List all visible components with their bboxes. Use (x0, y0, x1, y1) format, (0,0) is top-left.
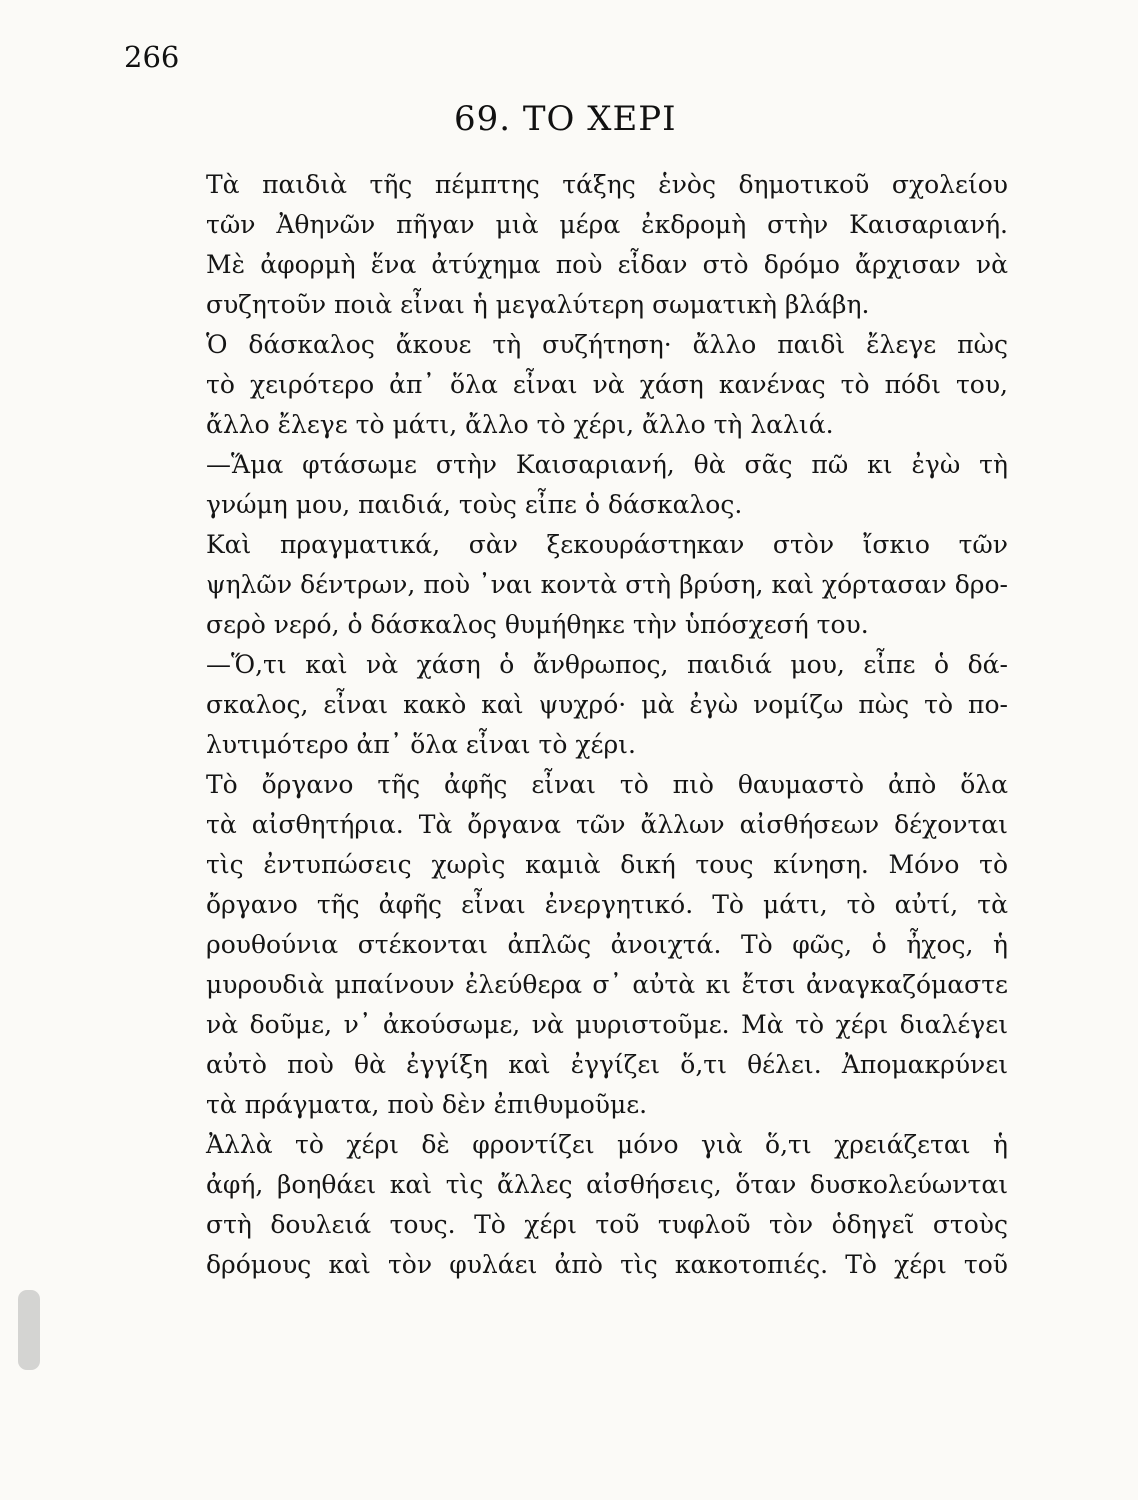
text-line: ὄργανο τῆς ἀφῆς εἶναι ἐνεργητικό. Τὸ μάτι, τὸ αὐτί, τὰ (206, 890, 1008, 919)
text-line: Τὰ παιδιὰ τῆς πέμπτης τάξης ἑνὸς δημοτικοῦ σχολείου (206, 170, 1008, 199)
page-edge-mark (18, 1290, 40, 1370)
text-line: τῶν Ἀθηνῶν πῆγαν μιὰ μέρα ἐκδρομὴ στὴν Καισαριανή. (206, 210, 1008, 239)
text-line: νὰ δοῦμε, ν᾽ ἀκούσωμε, νὰ μυριστοῦμε. Μὰ τὸ χέρι διαλέγει (206, 1010, 1008, 1039)
text-line: γνώμη μου, παιδιά, τοὺς εἶπε ὁ δάσκαλος. (206, 490, 743, 519)
paragraph (140, 445, 1008, 525)
text-line: —Ὅ,τι καὶ νὰ χάση ὁ ἄνθρωπος, παιδιά μου, εἶπε ὁ δά- (206, 650, 1008, 679)
text-line: στὴ δουλειά τους. Τὸ χέρι τοῦ τυφλοῦ τὸν ὁδηγεῖ στοὺς (206, 1210, 1008, 1239)
text-line: τὰ αἰσθητήρια. Τὰ ὄργανα τῶν ἄλλων αἰσθήσεων δέχονται (206, 810, 1008, 839)
text-line: λυτιμότερο ἀπ᾽ ὅλα εἶναι τὸ χέρι. (206, 730, 636, 759)
text-line: μυρουδιὰ μπαίνουν ἐλεύθερα σ᾽ αὐτὰ κι ἔτσι ἀναγκαζόμαστε (206, 970, 1008, 999)
paragraph (140, 645, 1008, 765)
paragraph (140, 165, 1008, 325)
paragraph (140, 765, 1008, 1125)
text-line: δρόμους καὶ τὸν φυλάει ἀπὸ τὶς κακοτοπιές. Τὸ χέρι τοῦ (206, 1250, 1008, 1279)
text-line: ἄλλο ἔλεγε τὸ μάτι, ἄλλο τὸ χέρι, ἄλλο τὴ λαλιά. (206, 410, 834, 439)
text-line: αὐτὸ ποὺ θὰ ἐγγίξη καὶ ἐγγίζει ὅ,τι θέλει. Ἀπομακρύνει (206, 1050, 1008, 1079)
paragraph (140, 1125, 1008, 1285)
body-text (140, 165, 1008, 1285)
text-line: συζητοῦν ποιὰ εἶναι ἡ μεγαλύτερη σωματικὴ βλάβη. (206, 290, 870, 319)
text-line: τὸ χειρότερο ἀπ᾽ ὅλα εἶναι νὰ χάση κανένας τὸ πόδι του, (206, 370, 1008, 399)
page-number: 266 (124, 40, 180, 74)
text-line: Καὶ πραγματικά, σὰν ξεκουράστηκαν στὸν ἴσκιο τῶν (206, 530, 1008, 559)
paragraph (140, 325, 1008, 445)
text-line: σκαλος, εἶναι κακὸ καὶ ψυχρό· μὰ ἐγὼ νομίζω πὼς τὸ πο- (206, 690, 1008, 719)
chapter-title: 69. ΤΟ ΧΕΡΙ (454, 99, 677, 139)
text-line: ἀφή, βοηθάει καὶ τὶς ἄλλες αἰσθήσεις, ὅταν δυσκολεύωνται (206, 1170, 1008, 1199)
paragraph (140, 525, 1008, 645)
text-line: τὰ πράγματα, ποὺ δὲν ἐπιθυμοῦμε. (206, 1090, 648, 1119)
text-line: Ἀλλὰ τὸ χέρι δὲ φροντίζει μόνο γιὰ ὅ,τι χρειάζεται ἡ (206, 1130, 1008, 1159)
text-line: Τὸ ὄργανο τῆς ἀφῆς εἶναι τὸ πιὸ θαυμαστὸ ἀπὸ ὅλα (206, 770, 1008, 799)
text-line: ρουθούνια στέκονται ἀπλῶς ἀνοιχτά. Τὸ φῶς, ὁ ἦχος, ἡ (206, 930, 1008, 959)
text-line: —Ἅμα φτάσωμε στὴν Καισαριανή, θὰ σᾶς πῶ κι ἐγὼ τὴ (206, 450, 1008, 479)
text-line: Ὁ δάσκαλος ἄκουε τὴ συζήτηση· ἄλλο παιδὶ ἔλεγε πὼς (206, 330, 1008, 359)
text-line: σερὸ νερό, ὁ δάσκαλος θυμήθηκε τὴν ὑπόσχεσή του. (206, 610, 869, 639)
text-line: τὶς ἐντυπώσεις χωρὶς καμιὰ δική τους κίνηση. Μόνο τὸ (206, 850, 1008, 879)
text-line: ψηλῶν δέντρων, ποὺ ᾽ναι κοντὰ στὴ βρύση, καὶ χόρτασαν δρο- (206, 570, 1008, 599)
text-line: Μὲ ἀφορμὴ ἕνα ἀτύχημα ποὺ εἶδαν στὸ δρόμο ἄρχισαν νὰ (206, 250, 1008, 279)
